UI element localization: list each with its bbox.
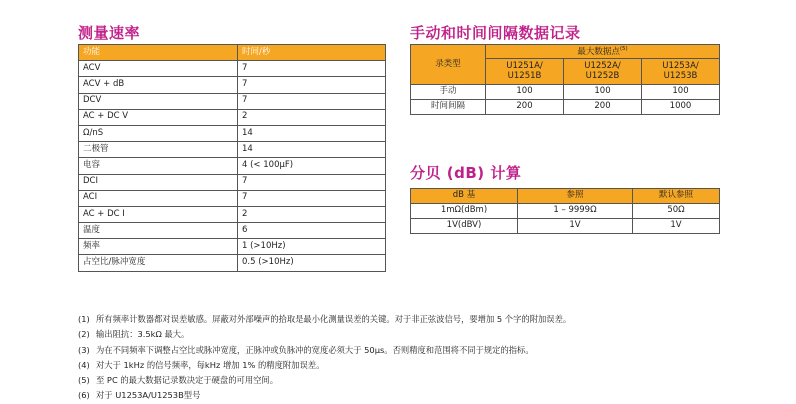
table-cell: 200 xyxy=(486,100,564,115)
table-cell: AC + DC I xyxy=(79,206,238,222)
footnote-text: 至 PC 的最大数据记录数决定于硬盘的可用空间。 xyxy=(96,375,279,386)
table-cell: 14 xyxy=(238,125,386,141)
rate-table-header-row xyxy=(79,45,386,61)
db-table-row xyxy=(411,204,720,219)
db-section-title: 分贝 (dB) 计算 xyxy=(410,164,522,182)
table-cell: 50Ω xyxy=(633,204,720,219)
table-cell: 时间间隔 xyxy=(411,100,486,115)
table-cell: 4 (< 100μF) xyxy=(238,158,386,174)
log-model-u1253: U1253A/ U1253B xyxy=(642,59,720,85)
rate-table-row xyxy=(79,77,386,93)
footnote-text: 对于 U1253A/U1253B型号 xyxy=(96,390,201,401)
footnote-item xyxy=(78,327,778,342)
table-cell: 7 xyxy=(238,77,386,93)
table-cell: 1000 xyxy=(642,100,720,115)
table-cell: 7 xyxy=(238,61,386,77)
footnote-number: (2) xyxy=(78,329,90,340)
db-col-default: 默认参照 xyxy=(633,189,720,204)
rate-table-row xyxy=(79,190,386,206)
table-cell: 100 xyxy=(486,85,564,100)
table-cell: 1mΩ(dBm) xyxy=(411,204,518,219)
rate-table-row xyxy=(79,93,386,109)
rate-section-title: 测量速率 xyxy=(78,24,141,42)
db-header-row xyxy=(411,189,720,204)
rate-table-row xyxy=(79,125,386,141)
table-cell: 0.5 (>10Hz) xyxy=(238,255,386,271)
rate-table-row xyxy=(79,142,386,158)
table-cell: 1 – 9999Ω xyxy=(518,204,633,219)
footnote-number: (3) xyxy=(78,344,90,355)
table-cell: AC + DC V xyxy=(79,109,238,125)
table-cell: 6 xyxy=(238,223,386,239)
rate-table-row xyxy=(79,158,386,174)
rate-table-row xyxy=(79,206,386,222)
rate-col-time: 时间/秒 xyxy=(238,45,386,61)
table-cell: 200 xyxy=(564,100,642,115)
footnote-text: 所有频率计数器都对误差敏感。屏蔽对外部噪声的拾取是最小化测量误差的关键。对于非正弦波信号，要增加 5 个字的附加误差。 xyxy=(96,314,572,324)
db-table-row xyxy=(411,219,720,234)
footnote-number: (4) xyxy=(78,359,90,370)
log-model-u1252: U1252A/ U1252B xyxy=(564,59,642,85)
footnote-item xyxy=(78,312,778,327)
rate-table-row xyxy=(79,174,386,190)
rate-table-row xyxy=(79,239,386,255)
footnote-item xyxy=(78,343,778,358)
table-cell: 占空比/脉冲宽度 xyxy=(79,255,238,271)
footnote-item xyxy=(78,388,778,403)
log-model-u1251: U1251A/ U1251B xyxy=(486,59,564,85)
db-col-base: dB 基 xyxy=(411,189,518,204)
table-cell: 1 (>10Hz) xyxy=(238,239,386,255)
rate-table xyxy=(78,44,386,272)
footnotes xyxy=(78,312,778,404)
rate-table-row xyxy=(79,109,386,125)
log-max-points-header xyxy=(486,45,720,59)
table-cell: 7 xyxy=(238,93,386,109)
table-cell: ACV + dB xyxy=(79,77,238,93)
db-col-reference: 参照 xyxy=(518,189,633,204)
log-table-row xyxy=(411,100,720,115)
table-cell: 14 xyxy=(238,142,386,158)
footnote-item xyxy=(78,373,778,388)
footnote-text: 输出阻抗：3.5kΩ 最大。 xyxy=(96,329,190,340)
table-cell: 电容 xyxy=(79,158,238,174)
table-cell: 7 xyxy=(238,174,386,190)
table-cell: 手动 xyxy=(411,85,486,100)
table-cell: Ω/nS xyxy=(79,125,238,141)
table-cell: 1V xyxy=(518,219,633,234)
table-cell: 100 xyxy=(642,85,720,100)
log-header-row xyxy=(411,45,720,59)
footnote-number: (1) xyxy=(78,314,90,324)
log-section-title: 手动和时间间隔数据记录 xyxy=(410,24,581,42)
table-cell: DCV xyxy=(79,93,238,109)
log-table xyxy=(410,44,720,115)
table-cell: 7 xyxy=(238,190,386,206)
footnote-number: (6) xyxy=(78,390,90,401)
footnote-text: 为在不同频率下调整占空比或脉冲宽度，正脉冲或负脉冲的宽度必须大于 50μs。否则精度和范围将不同于规定的指标。 xyxy=(96,344,534,355)
footnote-item xyxy=(78,358,778,373)
rate-table-row xyxy=(79,255,386,271)
log-max-label: 最大数据点 xyxy=(577,46,620,57)
rate-table-row xyxy=(79,61,386,77)
rate-col-function: 功能 xyxy=(79,45,238,61)
table-cell: 2 xyxy=(238,206,386,222)
log-type-header: 录类型 xyxy=(411,45,486,85)
log-max-footnote-ref: (5) xyxy=(619,45,628,52)
table-cell: ACV xyxy=(79,61,238,77)
table-cell: 频率 xyxy=(79,239,238,255)
table-cell: DCI xyxy=(79,174,238,190)
table-cell: 二极管 xyxy=(79,142,238,158)
table-cell: 2 xyxy=(238,109,386,125)
table-cell: 温度 xyxy=(79,223,238,239)
table-cell: 100 xyxy=(564,85,642,100)
table-cell: ACI xyxy=(79,190,238,206)
db-table xyxy=(410,188,720,234)
footnote-number: (5) xyxy=(78,375,90,386)
table-cell: 1V(dBV) xyxy=(411,219,518,234)
footnote-text: 对大于 1kHz 的信号频率，每kHz 增加 1% 的精度附加误差。 xyxy=(96,359,325,370)
rate-table-row xyxy=(79,223,386,239)
log-table-row xyxy=(411,85,720,100)
table-cell: 1V xyxy=(633,219,720,234)
